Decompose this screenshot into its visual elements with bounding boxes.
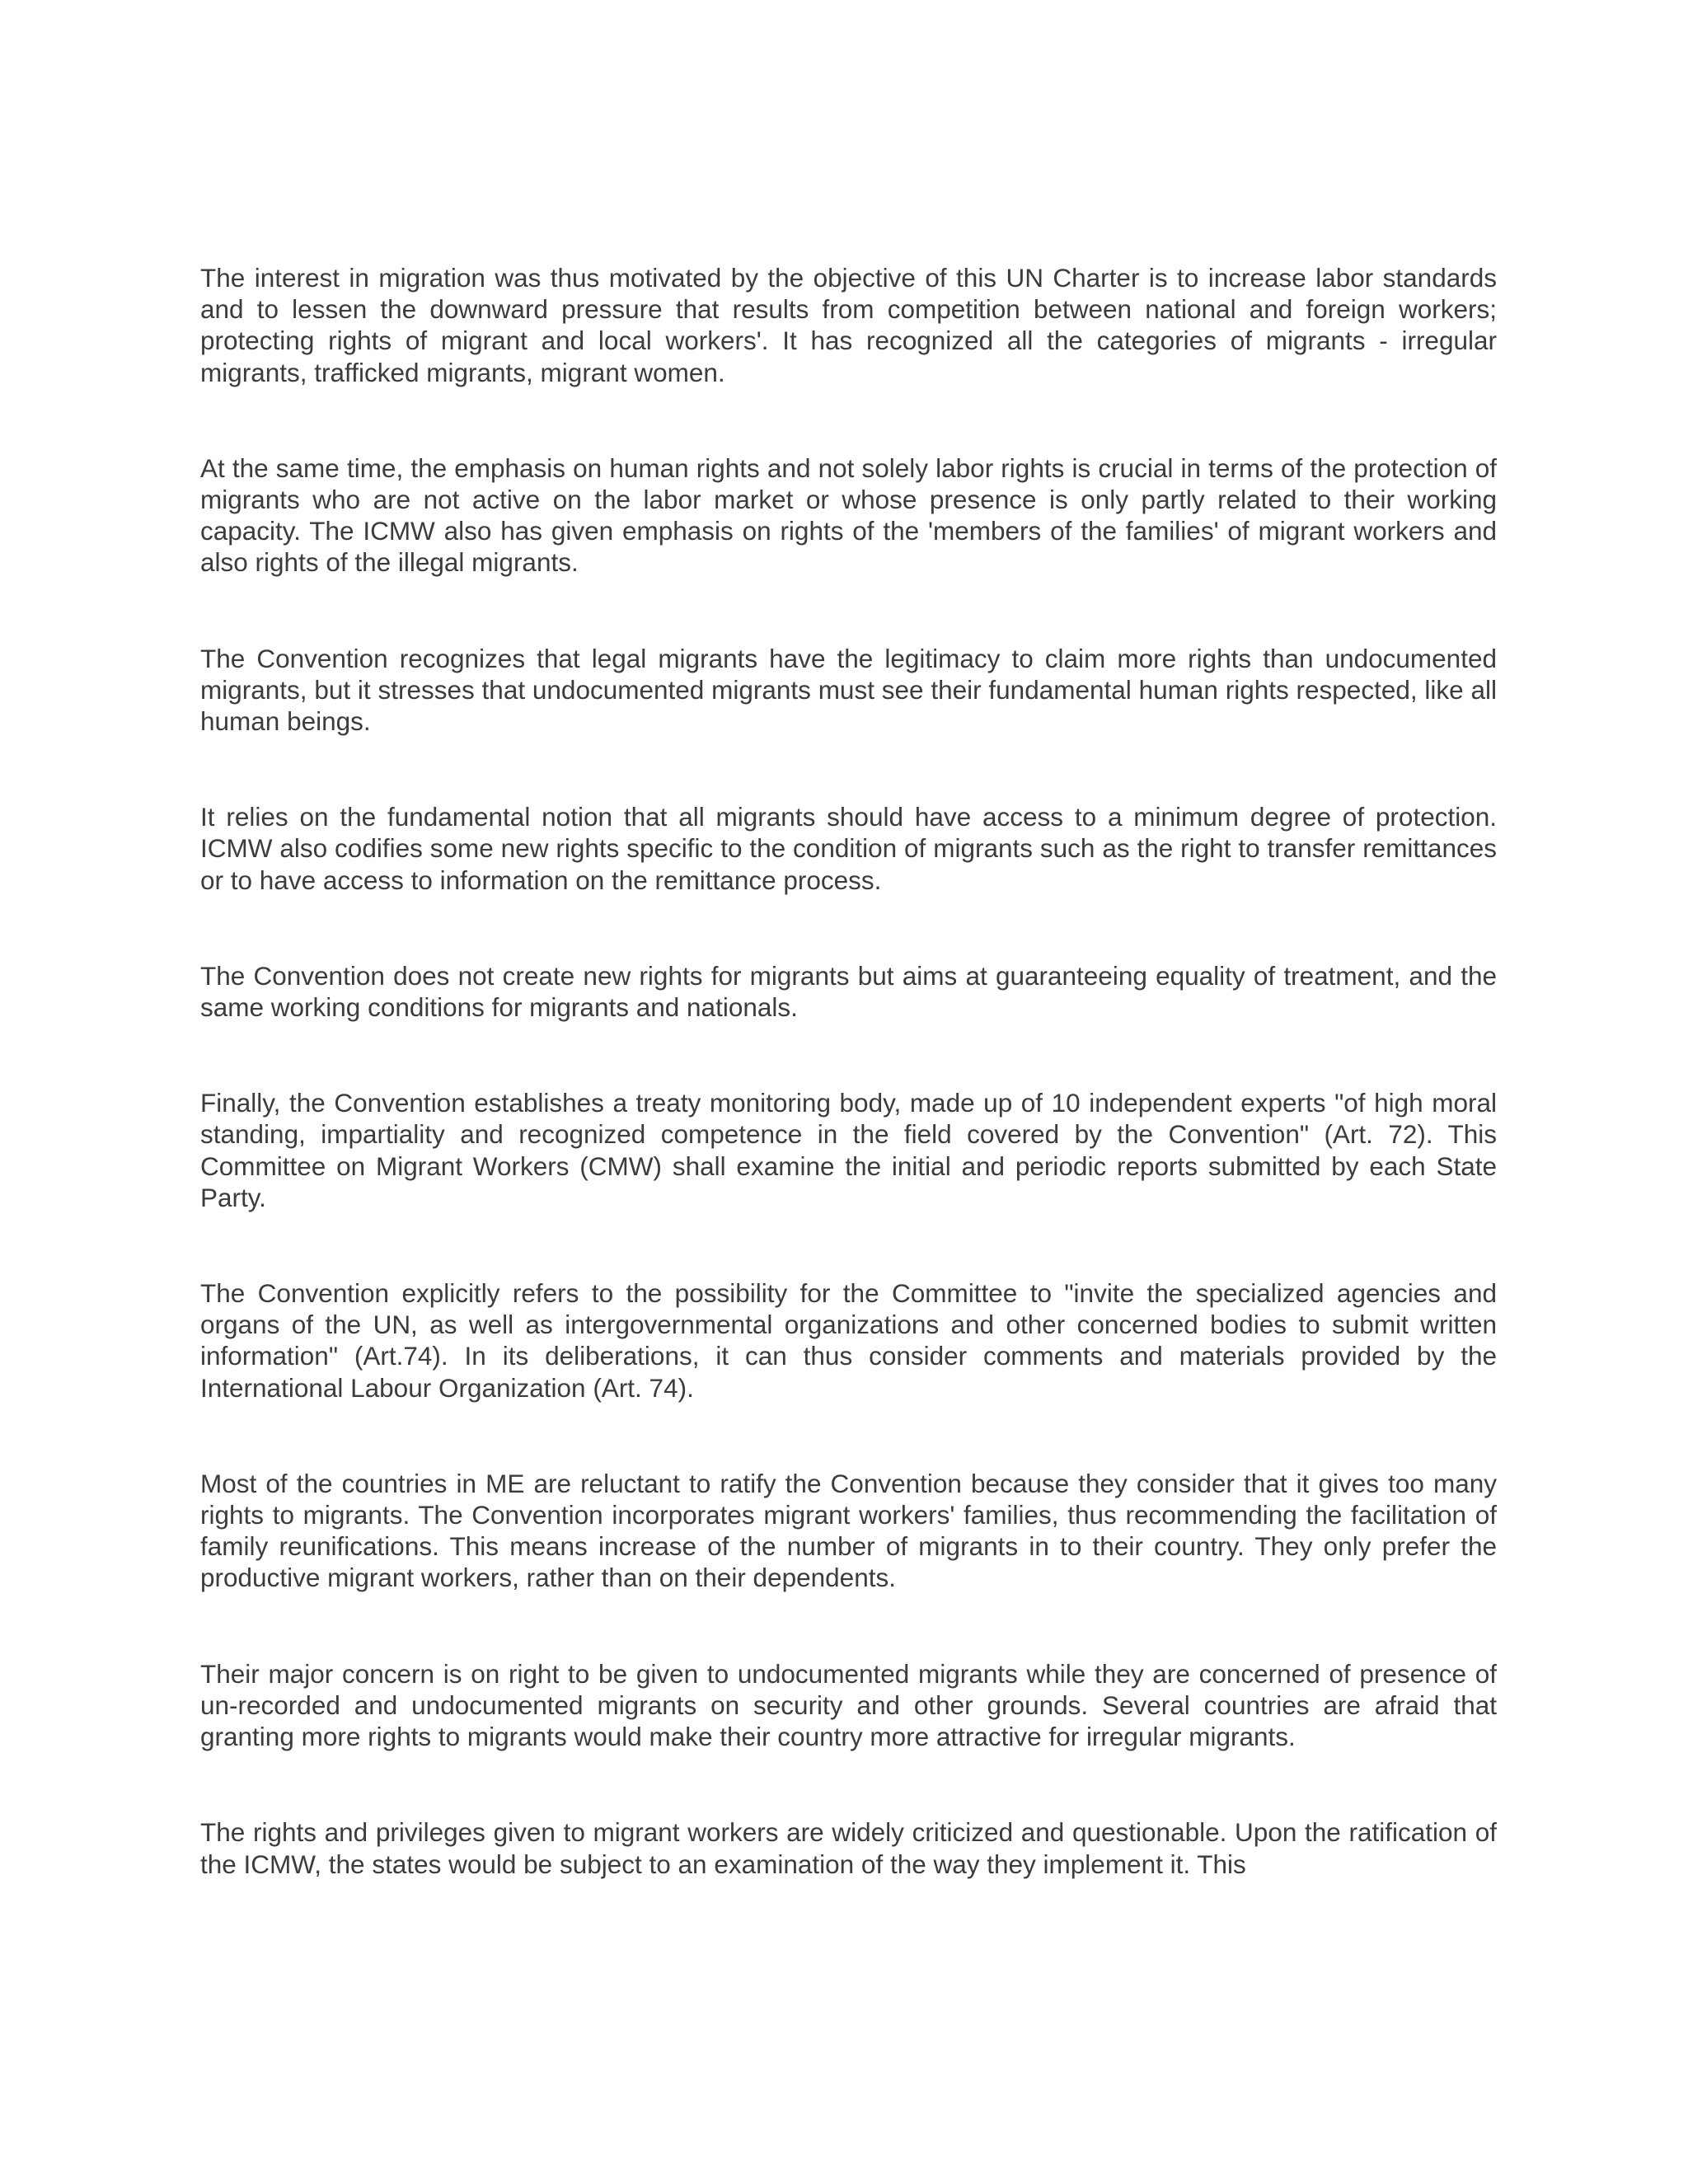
paragraph-9: Their major concern is on right to be given to undocumented migrants while they are concerned of presence of un-recorded and undocumented migrants on security and other grounds. Several countries are afraid that granting more rights to migrants would make their country more attractive for irregular migrants. — [200, 1658, 1497, 1752]
paragraph-3: The Convention recognizes that legal migrants have the legitimacy to claim more rights than undocumented migrants, but it stresses that undocumented migrants must see their fundamental human rights respected, like all human beings. — [200, 643, 1497, 737]
paragraph-7: The Convention explicitly refers to the possibility for the Committee to "invite the specialized agencies and organs of the UN, as well as intergovernmental organizations and other concerned bodies to submit written information" (Art.74). In its deliberations, it can thus consider comments and materials provided by the International Labour Organization (Art. 74). — [200, 1278, 1497, 1403]
paragraph-5: The Convention does not create new rights for migrants but aims at guaranteeing equality of treatment, and the same working conditions for migrants and nationals. — [200, 960, 1497, 1023]
paragraph-4: It relies on the fundamental notion that all migrants should have access to a minimum degree of protection. ICMW also codifies some new rights specific to the condition of migrants such as the right to transfer remittances or to have access to information on the remittance process. — [200, 802, 1497, 895]
paragraph-1: The interest in migration was thus motivated by the objective of this UN Charter is to increase labor standards and to lessen the downward pressure that results from competition between national and foreign workers; protecting rights of migrant and local workers'. It has recognized all the categories of migrants - irregular migrants, trafficked migrants, migrant women. — [200, 263, 1497, 387]
paragraph-6: Finally, the Convention establishes a treaty monitoring body, made up of 10 independent experts "of high moral standing, impartiality and recognized competence in the field covered by the Convention" (Art. 72). This Committee on Migrant Workers (CMW) shall examine the initial and periodic reports submitted by each State Party. — [200, 1088, 1497, 1212]
paragraph-10: The rights and privileges given to migrant workers are widely criticized and questionable. Upon the ratification of the ICMW, the states would be subject to an examination of the way they implement it. This — [200, 1817, 1497, 1879]
paragraph-2: At the same time, the emphasis on human rights and not solely labor rights is crucial in terms of the protection of migrants who are not active on the labor market or whose presence is only partly related to their working capacity. The ICMW also has given emphasis on rights of the 'members of the families' of migrant workers and also rights of the illegal migrants. — [200, 452, 1497, 578]
document-body — [200, 262, 1497, 1880]
paragraph-8: Most of the countries in ME are reluctant to ratify the Convention because they consider that it gives too many rights to migrants. The Convention incorporates migrant workers' families, thus recommending the facilitation of family reunifications. This means increase of the number of migrants in to their country. They only prefer the productive migrant workers, rather than on their dependents. — [200, 1468, 1497, 1593]
